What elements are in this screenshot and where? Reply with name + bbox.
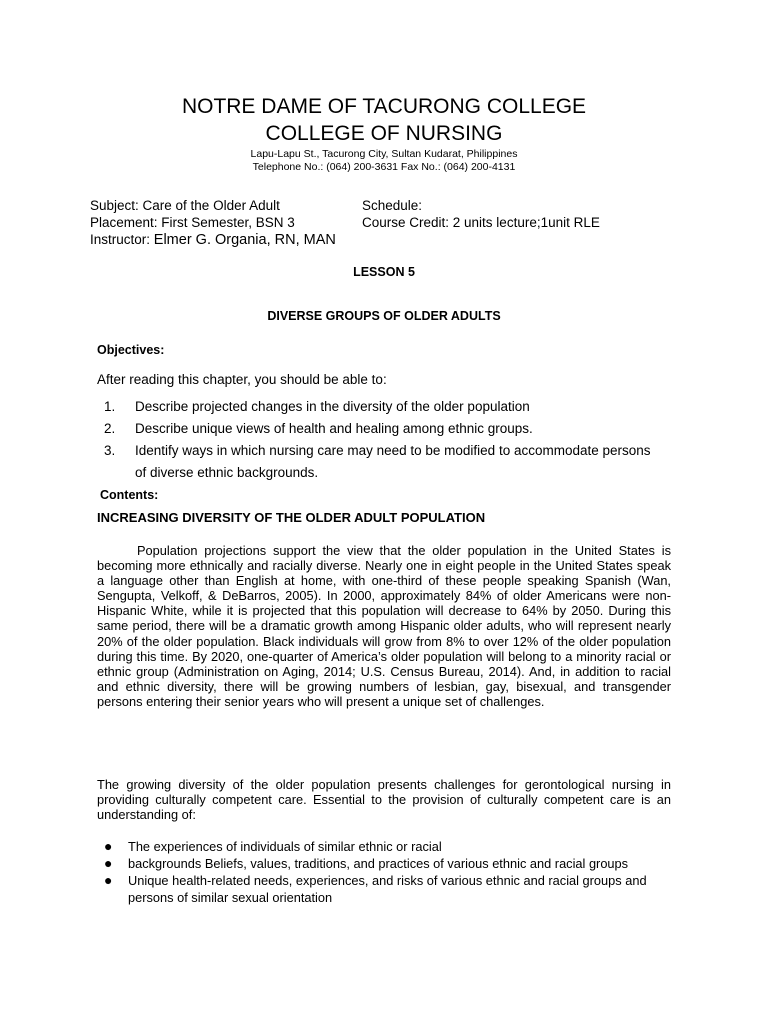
list-item: [104, 872, 674, 906]
list-text: Describe projected changes in the diversity of the older population: [135, 399, 530, 414]
instructor-label: Instructor:: [90, 232, 154, 247]
paragraph-challenges: The growing diversity of the older population presents challenges for gerontological nursing in providing culturally competent care. Essential to the provision of culturally competent care is an understanding of:: [97, 777, 671, 823]
paragraph-diversity: Population projections support the view that the older population in the United States is becoming more ethnically and racially diverse. Nearly one in eight people in the United States speak a language other than English at home, with one-third of these people speaking Spanish (Wan, Sengupta, Velkoff, & DeBarros, 2005). In 2000, approximately 84% of older Americans were non-Hispanic White, while it is projected that this population will decrease to 64% by 2050. During this same period, there will be a dramatic growth among Hispanic older adults, who will represent nearly 20% of the older population. Black individuals will grow from 8% to over 12% of the older population during this time. By 2020, one-quarter of America’s older population will belong to a minority racial or ethnic group (Administration on Aging, 2014; U.S. Census Bureau, 2014). And, in addition to racial and ethnic diversity, there will be growing numbers of lesbian, gay, bisexual, and transgender persons entering their senior years who will present a unique set of challenges.: [97, 543, 671, 709]
section-title: INCREASING DIVERSITY OF THE OLDER ADULT POPULATION: [97, 510, 486, 525]
list-text: Describe unique views of health and healing among ethnic groups.: [135, 421, 533, 436]
bullet-icon: ●: [104, 872, 113, 888]
college-name: NOTRE DAME OF TACURONG COLLEGE: [181, 95, 587, 118]
lesson-title: DIVERSE GROUPS OF OLDER ADULTS: [267, 309, 501, 323]
list-text: Unique health-related needs, experiences, and risks of various ethnic and racial groups and persons of similar sexual orientation: [128, 873, 647, 905]
list-text: Identify ways in which nursing care may need to be modified to accommodate persons of diverse ethnic backgrounds.: [135, 443, 651, 480]
instructor-name: Elmer G. Organia, RN, MAN: [153, 232, 336, 248]
bullet-icon: ●: [104, 838, 113, 854]
subject-line: Subject: Care of the Older Adult: [90, 198, 280, 213]
list-item: [104, 396, 664, 418]
list-number: 3.: [104, 443, 116, 458]
list-number: 1.: [104, 399, 116, 414]
bullet-icon: ●: [104, 855, 113, 871]
department-name: COLLEGE OF NURSING: [265, 122, 503, 145]
lesson-number: LESSON 5: [353, 265, 415, 279]
list-text: backgrounds Beliefs, values, traditions, and practices of various ethnic and racial groups: [128, 856, 629, 871]
contents-heading: Contents:: [100, 488, 159, 502]
list-item: [104, 418, 664, 440]
instructor-line: [90, 231, 336, 249]
list-text: The experiences of individuals of similar ethnic or racial: [128, 839, 442, 854]
list-item: [104, 838, 674, 855]
list-number: 2.: [104, 421, 116, 436]
address-line: Lapu-Lapu St., Tacurong City, Sultan Kudarat, Philippines: [250, 148, 518, 160]
schedule-line: Schedule:: [362, 198, 423, 213]
list-item: [104, 855, 674, 872]
objectives-heading: Objectives:: [97, 343, 165, 357]
objectives-list: [104, 396, 664, 484]
list-item: [104, 440, 664, 484]
understanding-list: [104, 838, 674, 906]
placement-line: Placement: First Semester, BSN 3: [90, 215, 295, 230]
course-credit-line: Course Credit: 2 units lecture;1unit RLE: [362, 215, 600, 230]
contact-line: Telephone No.: (064) 200-3631 Fax No.: (064) 200-4131: [252, 161, 516, 173]
objectives-intro: After reading this chapter, you should be able to:: [97, 372, 387, 387]
